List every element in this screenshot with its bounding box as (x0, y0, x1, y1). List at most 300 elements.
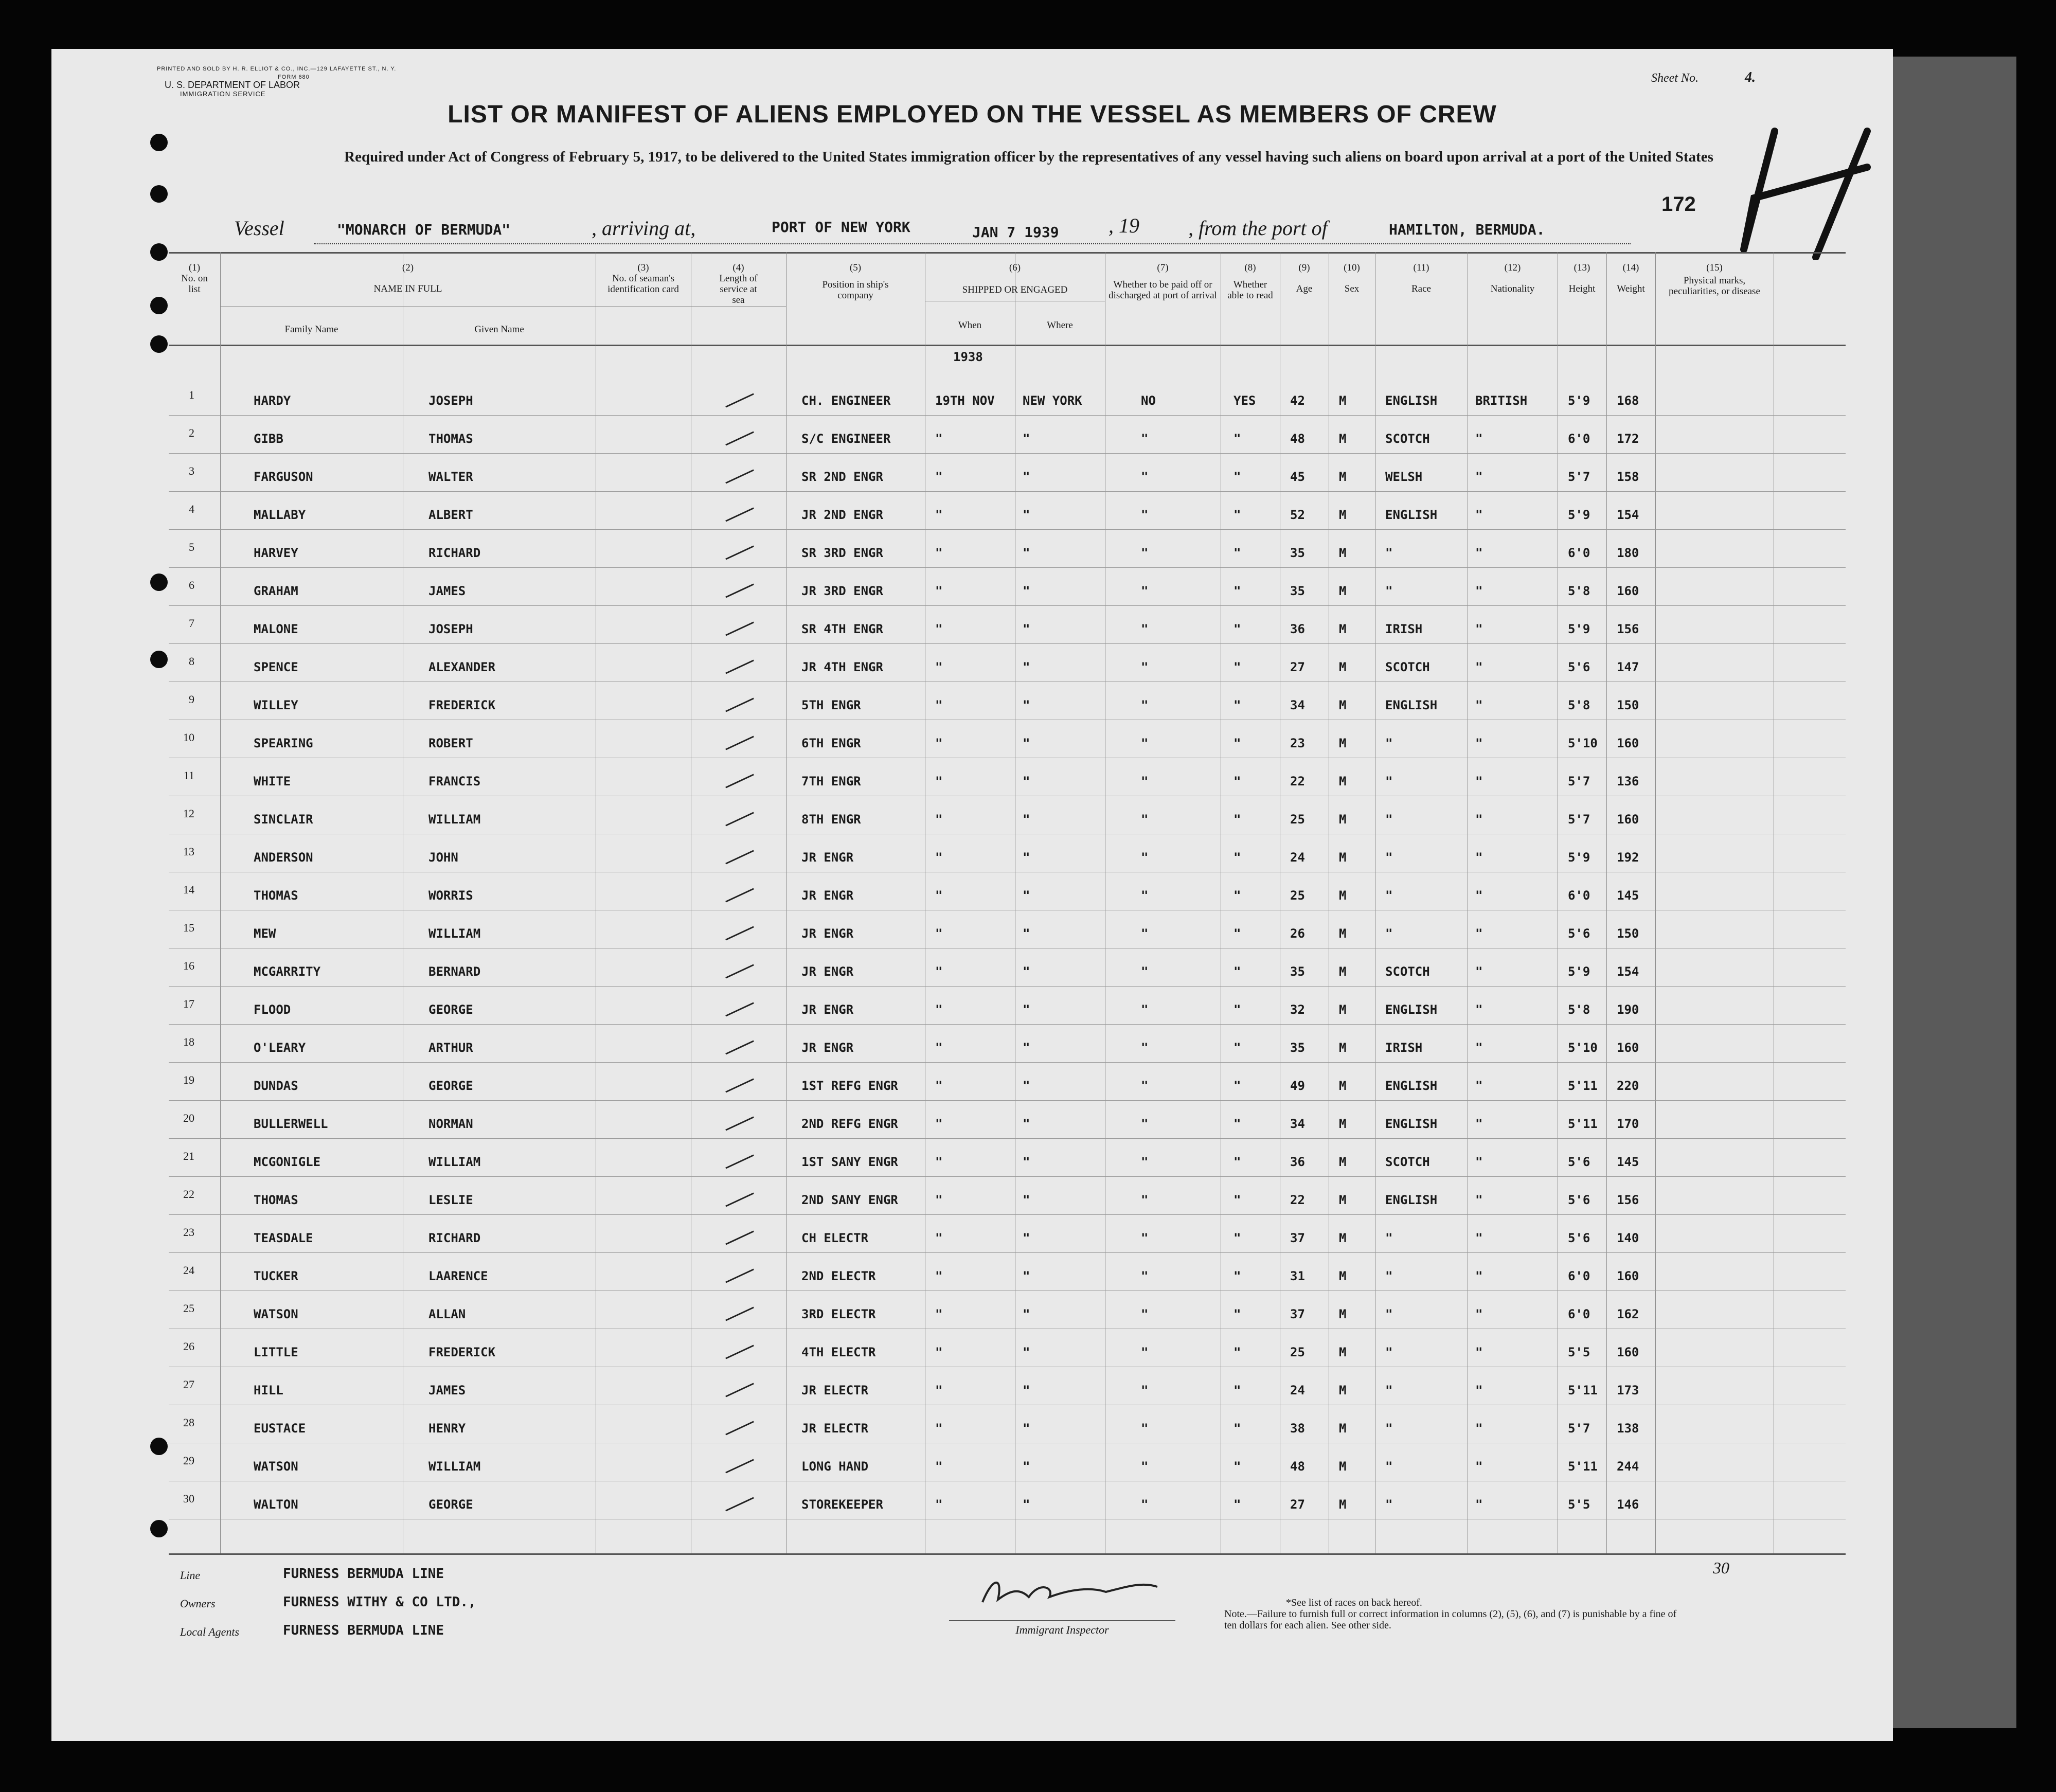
service: IMMIGRATION SERVICE (180, 90, 266, 98)
race: ENGLISH (1385, 1193, 1438, 1207)
able-to-read: " (1233, 1345, 1241, 1359)
paid-off: " (1141, 1269, 1149, 1283)
handwritten-mark (1713, 121, 1898, 260)
paid-off: NO (1141, 393, 1156, 408)
height: 5'8 (1568, 1002, 1590, 1017)
row-number: 15 (183, 921, 194, 934)
row-rule (169, 415, 1846, 416)
sex: M (1339, 1497, 1347, 1512)
shipped-when: " (935, 1345, 943, 1359)
family-name: WALTON (254, 1497, 298, 1512)
family-name: ANDERSON (254, 850, 313, 865)
service-check-mark (725, 621, 754, 636)
col-13-header: (13) Height (1568, 262, 1596, 294)
shipped-when: " (935, 1231, 943, 1245)
paid-off: " (1141, 698, 1149, 712)
race: ENGLISH (1385, 1002, 1438, 1017)
height: 5'11 (1568, 1079, 1598, 1093)
punch-hole (150, 1438, 168, 1455)
col-where-header: Where (1047, 320, 1073, 331)
service-check-mark (725, 1116, 754, 1131)
paid-off: " (1141, 964, 1149, 979)
height: 5'10 (1568, 1041, 1598, 1055)
row-rule (169, 643, 1846, 644)
family-name: LITTLE (254, 1345, 298, 1359)
shipped-where: " (1023, 508, 1030, 522)
shipped-when: " (935, 1117, 943, 1131)
weight: 150 (1617, 698, 1639, 712)
shipped-where: " (1023, 774, 1030, 789)
service-check-mark (725, 888, 754, 902)
sex: M (1339, 774, 1347, 789)
service-check-mark (725, 545, 754, 560)
shipped-when: " (935, 1307, 943, 1321)
shipped-when: " (935, 1002, 943, 1017)
col-12-header: (12) Nationality (1490, 262, 1535, 294)
position: JR 2ND ENGR (801, 508, 883, 522)
shipped-where: " (1023, 1041, 1030, 1055)
able-to-read: " (1233, 1193, 1241, 1207)
given-name: GEORGE (428, 1079, 473, 1093)
shipped-when: " (935, 850, 943, 865)
row-number: 22 (183, 1188, 194, 1200)
given-name: ALLAN (428, 1307, 466, 1321)
given-name: ROBERT (428, 736, 473, 750)
paid-off: " (1141, 546, 1149, 560)
weight: 192 (1617, 850, 1639, 865)
race: " (1385, 1459, 1393, 1474)
family-name: FLOOD (254, 1002, 291, 1017)
shipped-when: " (935, 774, 943, 789)
shipped-where: " (1023, 1345, 1030, 1359)
page-title: LIST OR MANIFEST OF ALIENS EMPLOYED ON THE VESSEL AS MEMBERS OF CREW (448, 101, 1497, 128)
weight: 156 (1617, 1193, 1639, 1207)
shipped-when: " (935, 1421, 943, 1436)
row-number: 19 (183, 1073, 194, 1086)
age: 22 (1290, 1193, 1305, 1207)
shipped-when: " (935, 470, 943, 484)
family-name: MALONE (254, 622, 298, 636)
race: WELSH (1385, 470, 1423, 484)
position: 2ND REFG ENGR (801, 1117, 898, 1131)
able-to-read: " (1233, 1269, 1241, 1283)
family-name: MALLABY (254, 508, 306, 522)
race: " (1385, 1421, 1393, 1436)
weight: 160 (1617, 1345, 1639, 1359)
nationality: " (1475, 1345, 1483, 1359)
manifest-sheet (51, 49, 1893, 1741)
weight: 154 (1617, 964, 1639, 979)
height: 5'7 (1568, 774, 1590, 789)
family-name: MCGARRITY (254, 964, 321, 979)
age: 36 (1290, 622, 1305, 636)
shipped-where: " (1023, 1421, 1030, 1436)
given-name: WALTER (428, 470, 473, 484)
position: JR ENGR (801, 926, 854, 941)
vessel-label: Vessel (234, 217, 284, 240)
printer-line: PRINTED AND SOLD BY H. R. ELLIOT & CO., INC.—129 LAFAYETTE ST., N. Y. (157, 66, 397, 72)
family-name: MCGONIGLE (254, 1155, 321, 1169)
shipped-when: " (935, 1079, 943, 1093)
row-number: 28 (183, 1416, 194, 1429)
height: 5'6 (1568, 1155, 1590, 1169)
punch-hole (150, 134, 168, 151)
race: ENGLISH (1385, 393, 1438, 408)
weight: 145 (1617, 1155, 1639, 1169)
position: 4TH ELECTR (801, 1345, 876, 1359)
col-2-header: (2) NAME IN FULL (373, 262, 442, 294)
race: " (1385, 1497, 1393, 1512)
weight: 162 (1617, 1307, 1639, 1321)
sex: M (1339, 470, 1347, 484)
position: JR 4TH ENGR (801, 660, 883, 674)
position: 7TH ENGR (801, 774, 861, 789)
weight: 168 (1617, 393, 1639, 408)
col-15-header: (15) Physical marks, peculiarities, or disease (1669, 262, 1760, 297)
weight: 158 (1617, 470, 1639, 484)
position: JR ENGR (801, 888, 854, 903)
age: 36 (1290, 1155, 1305, 1169)
col-family-name-header: Family Name (284, 324, 338, 335)
footnote: *See list of races on back hereof. Note.—Failure to furnish full or correct information in columns (2), (5), (6), and (7) is punishable by a fine of ten dollars for each alien. See other side. (1224, 1597, 1677, 1631)
col-9-header: (9) Age (1296, 262, 1313, 294)
age: 22 (1290, 774, 1305, 789)
paid-off: " (1141, 470, 1149, 484)
race: " (1385, 1345, 1393, 1359)
service-check-mark (725, 1192, 754, 1207)
from-port: HAMILTON, BERMUDA. (1389, 221, 1545, 238)
race: " (1385, 736, 1393, 750)
nationality: " (1475, 698, 1483, 712)
nationality: " (1475, 926, 1483, 941)
paid-off: " (1141, 1383, 1149, 1397)
position: JR ELECTR (801, 1383, 869, 1397)
nationality: " (1475, 1117, 1483, 1131)
stamp-number: 172 (1661, 193, 1696, 216)
col-when-header: When (958, 320, 982, 331)
shipped-when: " (935, 508, 943, 522)
weight: 136 (1617, 774, 1639, 789)
service-check-mark (725, 1421, 754, 1435)
arriving-label: , arriving at, (592, 217, 696, 240)
row-number: 3 (189, 464, 194, 477)
row-number: 17 (183, 997, 194, 1010)
sex: M (1339, 1041, 1347, 1055)
nationality: " (1475, 888, 1483, 903)
shipped-where: " (1023, 1307, 1030, 1321)
line-value: FURNESS BERMUDA LINE (283, 1566, 444, 1582)
nationality: " (1475, 584, 1483, 598)
service-check-mark (725, 964, 754, 978)
height: 5'6 (1568, 1231, 1590, 1245)
row-number: 9 (189, 693, 194, 706)
row-number: 5 (189, 541, 194, 553)
row-number: 27 (183, 1378, 194, 1391)
able-to-read: " (1233, 812, 1241, 827)
paid-off: " (1141, 1307, 1149, 1321)
given-name: WILLIAM (428, 1459, 481, 1474)
punch-hole (150, 1520, 168, 1537)
shipped-where: " (1023, 964, 1030, 979)
punch-hole (150, 651, 168, 668)
row-number: 13 (183, 845, 194, 858)
sex: M (1339, 850, 1347, 865)
race: SCOTCH (1385, 660, 1430, 674)
given-name: GEORGE (428, 1002, 473, 1017)
position: JR ELECTR (801, 1421, 869, 1436)
position: CH. ENGINEER (801, 393, 891, 408)
paid-off: " (1141, 736, 1149, 750)
shipped-when: " (935, 1497, 943, 1512)
family-name: TUCKER (254, 1269, 298, 1283)
paid-off: " (1141, 1421, 1149, 1436)
row-number: 24 (183, 1264, 194, 1277)
shipped-when: " (935, 1155, 943, 1169)
col-3-header: (3) No. of seaman's identification card (607, 262, 679, 295)
shipped-where: " (1023, 1155, 1030, 1169)
family-name: TEASDALE (254, 1231, 313, 1245)
shipped-when: " (935, 736, 943, 750)
weight: 140 (1617, 1231, 1639, 1245)
weight: 145 (1617, 888, 1639, 903)
race: IRISH (1385, 622, 1423, 636)
given-name: GEORGE (428, 1497, 473, 1512)
shipped-where: " (1023, 850, 1030, 865)
weight: 156 (1617, 622, 1639, 636)
shipped-where: " (1023, 1117, 1030, 1131)
height: 5'6 (1568, 660, 1590, 674)
family-name: WHITE (254, 774, 291, 789)
nationality: " (1475, 1497, 1483, 1512)
position: JR ENGR (801, 1002, 854, 1017)
age: 26 (1290, 926, 1305, 941)
given-name: FREDERICK (428, 1345, 496, 1359)
family-name: O'LEARY (254, 1041, 306, 1055)
height: 5'10 (1568, 736, 1598, 750)
paid-off: " (1141, 1459, 1149, 1474)
race: " (1385, 812, 1393, 827)
row-number: 10 (183, 731, 194, 744)
service-check-mark (725, 1154, 754, 1169)
paid-off: " (1141, 1193, 1149, 1207)
age: 23 (1290, 736, 1305, 750)
shipped-when: " (935, 1193, 943, 1207)
weight: 147 (1617, 660, 1639, 674)
shipped-where: " (1023, 1193, 1030, 1207)
shipped-when: " (935, 660, 943, 674)
race: SCOTCH (1385, 964, 1430, 979)
height: 5'6 (1568, 926, 1590, 941)
row-number: 12 (183, 807, 194, 820)
sex: M (1339, 1269, 1347, 1283)
height: 5'9 (1568, 508, 1590, 522)
punch-hole (150, 243, 168, 261)
family-name: THOMAS (254, 888, 298, 903)
paid-off: " (1141, 1155, 1149, 1169)
service-check-mark (725, 393, 754, 407)
position: 2ND SANY ENGR (801, 1193, 898, 1207)
sex: M (1339, 1079, 1347, 1093)
able-to-read: " (1233, 584, 1241, 598)
weight: 220 (1617, 1079, 1639, 1093)
able-to-read: " (1233, 698, 1241, 712)
row-rule (169, 1176, 1846, 1177)
col-4-header: (4) Length of service at sea (719, 262, 758, 306)
position: S/C ENGINEER (801, 432, 891, 446)
age: 35 (1290, 964, 1305, 979)
weight: 160 (1617, 1041, 1639, 1055)
punch-hole (150, 297, 168, 314)
paid-off: " (1141, 812, 1149, 827)
sex: M (1339, 1383, 1347, 1397)
family-name: FARGUSON (254, 470, 313, 484)
age: 27 (1290, 1497, 1305, 1512)
given-name: JOHN (428, 850, 458, 865)
row-number: 14 (183, 883, 194, 896)
inspector-label: Immigrant Inspector (949, 1620, 1175, 1637)
height: 5'7 (1568, 1421, 1590, 1436)
height: 6'0 (1568, 1307, 1590, 1321)
height: 5'9 (1568, 850, 1590, 865)
able-to-read: " (1233, 508, 1241, 522)
shipped-where: " (1023, 888, 1030, 903)
service-check-mark (725, 1497, 754, 1511)
race: ENGLISH (1385, 698, 1438, 712)
row-rule (169, 567, 1846, 568)
position: JR 3RD ENGR (801, 584, 883, 598)
vessel-name: "MONARCH OF BERMUDA" (337, 221, 511, 238)
given-name: FRANCIS (428, 774, 481, 789)
height: 5'9 (1568, 393, 1590, 408)
weight: 160 (1617, 1269, 1639, 1283)
row-number: 21 (183, 1150, 194, 1162)
given-name: ALEXANDER (428, 660, 496, 674)
from-label: , from the port of (1188, 217, 1328, 240)
weight: 146 (1617, 1497, 1639, 1512)
row-number: 25 (183, 1302, 194, 1315)
paid-off: " (1141, 508, 1149, 522)
nationality: " (1475, 1231, 1483, 1245)
given-name: JOSEPH (428, 622, 473, 636)
shipped-where: " (1023, 812, 1030, 827)
shipped-where: " (1023, 546, 1030, 560)
position: 5TH ENGR (801, 698, 861, 712)
shipped-when: " (935, 888, 943, 903)
col-given-name-header: Given Name (474, 324, 524, 335)
paid-off: " (1141, 926, 1149, 941)
service-check-mark (725, 431, 754, 445)
service-check-mark (725, 812, 754, 826)
able-to-read: " (1233, 926, 1241, 941)
position: 2ND ELECTR (801, 1269, 876, 1283)
weight: 138 (1617, 1421, 1639, 1436)
row-rule (169, 491, 1846, 492)
position: JR ENGR (801, 850, 854, 865)
height: 5'11 (1568, 1117, 1598, 1131)
sex: M (1339, 584, 1347, 598)
age: 45 (1290, 470, 1305, 484)
weight: 160 (1617, 584, 1639, 598)
owners-label: Owners (180, 1597, 216, 1610)
age: 34 (1290, 1117, 1305, 1131)
given-name: NORMAN (428, 1117, 473, 1131)
position: 8TH ENGR (801, 812, 861, 827)
nationality: " (1475, 1041, 1483, 1055)
race: SCOTCH (1385, 1155, 1430, 1169)
race: " (1385, 774, 1393, 789)
age: 25 (1290, 1345, 1305, 1359)
height: 5'6 (1568, 1193, 1590, 1207)
shipped-where: " (1023, 1079, 1030, 1093)
shipped-where: " (1023, 926, 1030, 941)
height: 5'7 (1568, 812, 1590, 827)
nationality: " (1475, 1307, 1483, 1321)
row-rule (169, 1214, 1846, 1215)
agents-label: Local Agents (180, 1625, 240, 1638)
col-8-header: (8) Whether able to read (1227, 262, 1273, 301)
family-name: WILLEY (254, 698, 298, 712)
height: 6'0 (1568, 546, 1590, 560)
age: 32 (1290, 1002, 1305, 1017)
able-to-read: " (1233, 1155, 1241, 1169)
family-name: SPENCE (254, 660, 298, 674)
crew-table (169, 252, 1846, 1553)
able-to-read: " (1233, 850, 1241, 865)
position: JR ENGR (801, 964, 854, 979)
given-name: RICHARD (428, 546, 481, 560)
able-to-read: " (1233, 1421, 1241, 1436)
col-10-header: (10) Sex (1344, 262, 1360, 294)
position: JR ENGR (801, 1041, 854, 1055)
nationality: BRITISH (1475, 393, 1528, 408)
age: 37 (1290, 1307, 1305, 1321)
sex: M (1339, 1459, 1347, 1474)
col-5-header: (5) Position in ship's company (822, 262, 889, 301)
paid-off: " (1141, 660, 1149, 674)
height: 5'7 (1568, 470, 1590, 484)
agents-value: FURNESS BERMUDA LINE (283, 1623, 444, 1638)
shipped-where: " (1023, 1497, 1030, 1512)
nationality: " (1475, 1079, 1483, 1093)
able-to-read: " (1233, 1459, 1241, 1474)
paid-off: " (1141, 774, 1149, 789)
row-rule (169, 1252, 1846, 1253)
weight: 244 (1617, 1459, 1639, 1474)
shipped-where: " (1023, 432, 1030, 446)
service-check-mark (725, 659, 754, 674)
given-name: LESLIE (428, 1193, 473, 1207)
row-number: 29 (183, 1454, 194, 1467)
weight: 170 (1617, 1117, 1639, 1131)
form-number: FORM 680 (278, 74, 310, 80)
race: IRISH (1385, 1041, 1423, 1055)
shipped-where: " (1023, 1383, 1030, 1397)
paid-off: " (1141, 1231, 1149, 1245)
able-to-read: " (1233, 736, 1241, 750)
punch-hole (150, 574, 168, 591)
paid-off: " (1141, 850, 1149, 865)
position: STOREKEEPER (801, 1497, 883, 1512)
sex: M (1339, 1307, 1347, 1321)
weight: 150 (1617, 926, 1639, 941)
height: 5'11 (1568, 1459, 1598, 1474)
race: ENGLISH (1385, 1117, 1438, 1131)
family-name: HILL (254, 1383, 283, 1397)
nationality: " (1475, 660, 1483, 674)
height: 5'11 (1568, 1383, 1598, 1397)
row-number: 18 (183, 1035, 194, 1048)
able-to-read: " (1233, 1117, 1241, 1131)
